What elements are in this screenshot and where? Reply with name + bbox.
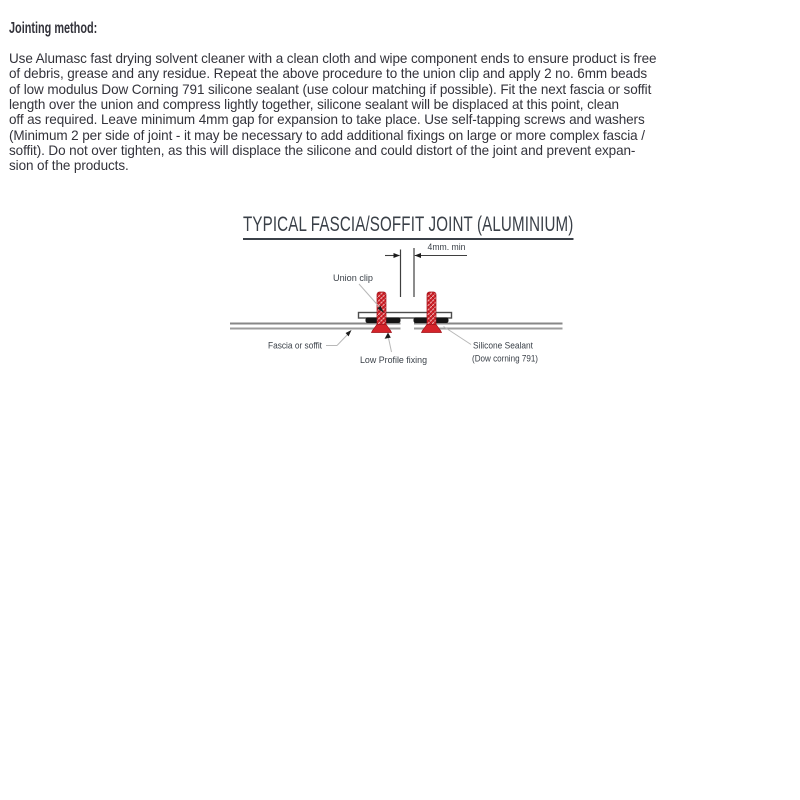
gap-dimension xyxy=(385,242,467,297)
silicone-callout xyxy=(444,327,539,364)
body-line: length over the union and compress lightly together, silicone sealant will be displaced at this point, clean xyxy=(9,96,619,113)
fascia-callout xyxy=(268,330,352,351)
body-line: of low modulus Dow Corning 791 silicone sealant (use colour matching if possible). Fit the next fascia or soffit xyxy=(9,80,652,97)
body-line: of debris, grease and any residue. Repeat the above procedure to the union clip and apply 2 no. 6mm beads xyxy=(9,65,648,82)
body-line: (Minimum 2 per side of joint - it may be necessary to add additional fixings on large or more complex fascia / xyxy=(9,126,645,143)
joint-diagram xyxy=(225,240,580,373)
body-line: off as required. Leave minimum 4mm gap for expansion to take place. Use self-tapping screws and washers xyxy=(9,111,645,128)
callout-arrowhead xyxy=(385,333,391,339)
body-paragraph xyxy=(9,51,656,174)
dimension-arrow-left xyxy=(394,253,401,258)
union-clip-plate xyxy=(359,313,452,319)
body-line: soffit). Do not over tighten, as this will displace the silicone and could distort of the joint and prevent expan- xyxy=(9,142,636,159)
silicone-label-line1: Silicone Sealant xyxy=(473,340,534,351)
low-profile-label: Low Profile fixing xyxy=(360,355,428,365)
diagram-title: TYPICAL FASCIA/SOFFIT JOINT (ALUMINIUM) xyxy=(243,214,573,240)
screw-head xyxy=(372,325,392,333)
union-clip-label: Union clip xyxy=(333,273,374,283)
section-heading: Jointing method: xyxy=(9,20,98,37)
screw-head xyxy=(422,325,442,333)
low-profile-callout xyxy=(360,333,427,366)
silicone-label-line2: (Dow corning 791) xyxy=(472,353,539,364)
dimension-arrow-right xyxy=(415,253,422,258)
body-line: sion of the products. xyxy=(9,157,129,174)
body-line: Use Alumasc fast drying solvent cleaner with a clean cloth and wipe component ends to ensure product is free xyxy=(9,50,657,66)
union-clip-callout xyxy=(333,273,384,313)
dimension-label: 4mm. min xyxy=(427,242,466,252)
screw-shaft xyxy=(427,292,436,326)
fascia-label: Fascia or soffit xyxy=(268,340,323,351)
